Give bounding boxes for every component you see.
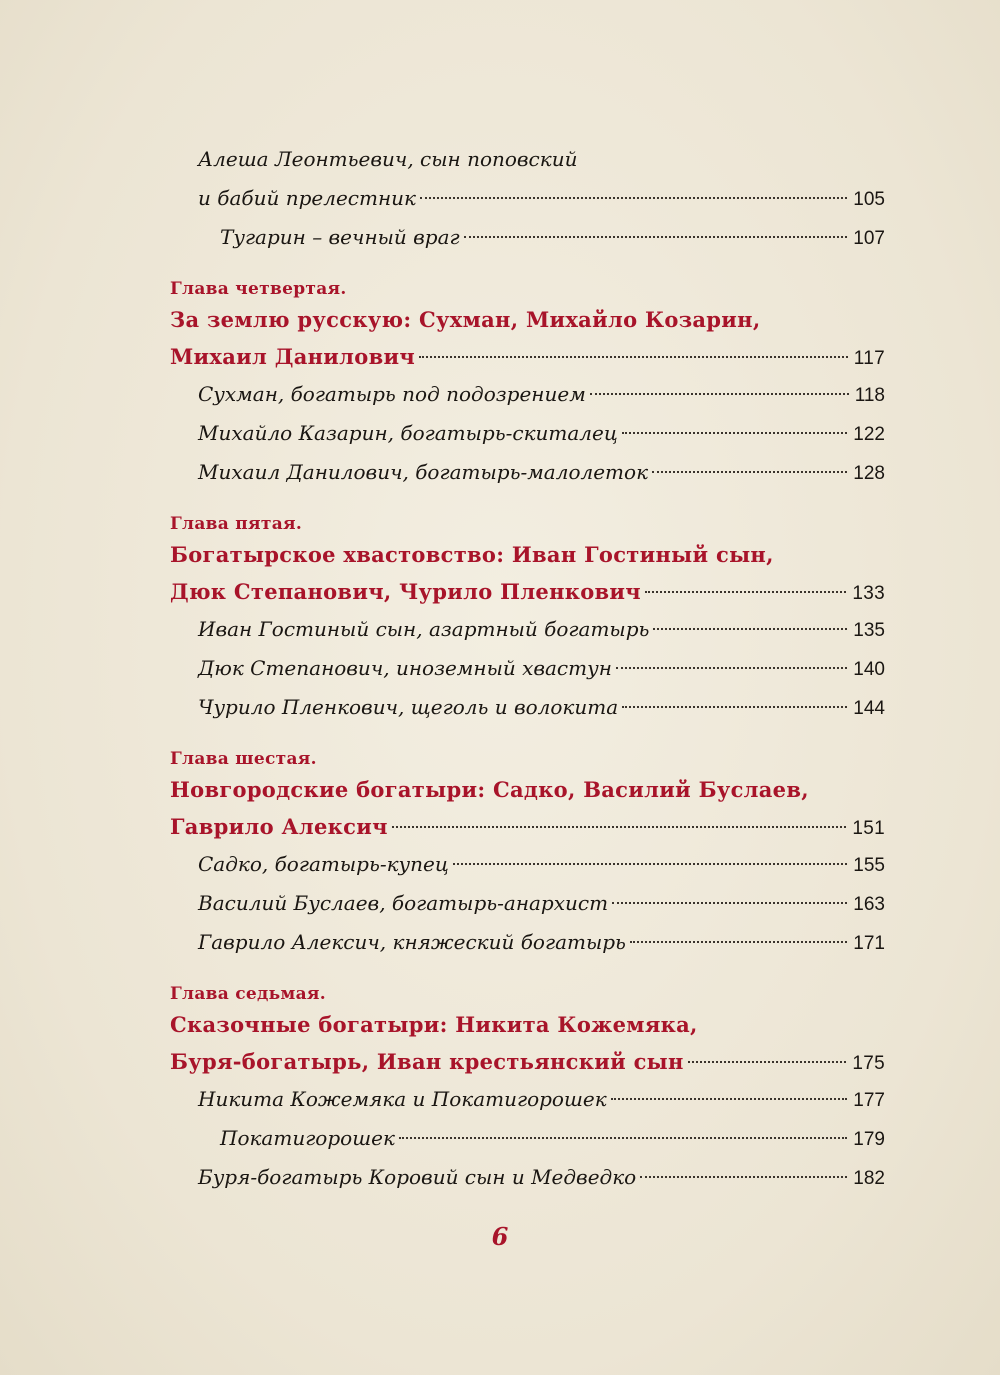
toc-page-number: 177: [853, 1090, 885, 1111]
dot-leader: [645, 591, 846, 593]
dot-leader: [622, 706, 847, 708]
toc-entry-title: Тугарин – вечный враг: [220, 225, 460, 249]
toc-entry-title: Гаврило Алексич, княжеский богатырь: [198, 930, 626, 954]
chapter-section: [170, 271, 885, 492]
toc-entry[interactable]: [170, 923, 885, 962]
toc-entry-title: Буря-богатырь Коровий сын и Медведко: [198, 1165, 637, 1189]
toc-entry-line: [170, 140, 885, 179]
toc-entry[interactable]: [170, 1080, 885, 1119]
page-number: 6: [491, 1222, 509, 1251]
toc-entry-title: Никита Кожемяка и Покатигорошек: [198, 1087, 607, 1111]
toc-page-number: 118: [854, 385, 885, 406]
chapter-title: Сказочные богатыри: Никита Кожемяка,: [170, 1012, 698, 1037]
dot-leader: [652, 471, 847, 473]
toc-entry-title: Дюк Степанович, иноземный хвастун: [198, 656, 612, 680]
toc-page-number: 107: [853, 228, 885, 249]
chapter-title: За землю русскую: Сухман, Михайло Козарин,: [170, 307, 761, 332]
chapter-title-entry[interactable]: [170, 573, 885, 610]
toc-page-number: 171: [853, 933, 885, 954]
dot-leader: [622, 432, 847, 434]
chapter-label: Глава четвертая.: [170, 279, 347, 299]
toc-page-number: 179: [853, 1129, 885, 1150]
toc-entry[interactable]: [170, 453, 885, 492]
toc-entry[interactable]: [170, 884, 885, 923]
toc-page-number: 155: [853, 855, 885, 876]
toc-page-number: 140: [853, 659, 885, 680]
dot-leader: [688, 1061, 847, 1063]
toc-entry[interactable]: [170, 179, 885, 218]
chapter-title-entry[interactable]: [170, 1043, 885, 1080]
toc-entry-title: Сухман, богатырь под подозрением: [198, 382, 586, 406]
chapter-title: Михаил Данилович: [170, 344, 416, 369]
toc-entry-title: Алеша Леонтьевич, сын поповский: [198, 147, 578, 171]
toc-entry-title: Садко, богатырь-купец: [198, 852, 449, 876]
dot-leader: [653, 628, 847, 630]
toc-entry[interactable]: [170, 218, 885, 257]
toc-page-number: 105: [853, 189, 885, 210]
dot-leader: [612, 902, 847, 904]
dot-leader: [419, 356, 848, 358]
chapter-section: [170, 976, 885, 1197]
toc-entry[interactable]: [170, 1158, 885, 1197]
toc-page-number: 122: [853, 424, 885, 445]
toc-entry-title: Василий Буслаев, богатырь-анархист: [198, 891, 609, 915]
toc-page-number: 133: [852, 583, 885, 604]
toc-entry[interactable]: [170, 414, 885, 453]
dot-leader: [630, 941, 847, 943]
chapter-label: Глава седьмая.: [170, 984, 326, 1004]
toc-page-number: 151: [852, 818, 885, 839]
chapter-section: [170, 506, 885, 727]
toc-entry[interactable]: [170, 1119, 885, 1158]
dot-leader: [611, 1098, 848, 1100]
table-of-contents: [170, 140, 885, 1197]
dot-leader: [590, 393, 849, 395]
chapter-title: Гаврило Алексич: [170, 814, 388, 839]
toc-page-number: 175: [852, 1053, 885, 1074]
dot-leader: [640, 1176, 847, 1178]
dot-leader: [464, 236, 848, 238]
chapter-label: Глава пятая.: [170, 514, 303, 534]
chapter-title-entry[interactable]: [170, 338, 885, 375]
toc-page-number: 117: [853, 348, 885, 369]
dot-leader: [453, 863, 847, 865]
chapter-title: Богатырское хвастовство: Иван Гостиный сын,: [170, 542, 774, 567]
chapter-title: Буря-богатырь, Иван крестьянский сын: [170, 1049, 684, 1074]
toc-page-number: 144: [853, 698, 885, 719]
toc-entry-title: Михайло Казарин, богатырь-скиталец: [198, 421, 618, 445]
chapter-section: [170, 741, 885, 962]
toc-page-number: 182: [853, 1168, 885, 1189]
chapter-label: Глава шестая.: [170, 749, 317, 769]
dot-leader: [399, 1137, 847, 1139]
toc-page-number: 135: [853, 620, 885, 641]
toc-entry[interactable]: [170, 845, 885, 884]
toc-entry-title: Чурило Пленкович, щеголь и волокита: [198, 695, 619, 719]
toc-entry[interactable]: [170, 649, 885, 688]
chapter-title: Дюк Степанович, Чурило Пленкович: [170, 579, 641, 604]
toc-entry-title: Михаил Данилович, богатырь-малолеток: [198, 460, 649, 484]
dot-leader: [392, 826, 847, 828]
chapter-title: Новгородские богатыри: Садко, Василий Буслаев,: [170, 777, 809, 802]
toc-entry[interactable]: [170, 688, 885, 727]
toc-page-number: 128: [853, 463, 885, 484]
toc-entry[interactable]: [170, 375, 885, 414]
toc-entry-title: и бабий прелестник: [198, 186, 416, 210]
toc-entry-title: Покатигорошек: [220, 1126, 395, 1150]
dot-leader: [420, 197, 847, 199]
toc-page-number: 163: [853, 894, 885, 915]
dot-leader: [616, 667, 847, 669]
toc-entry[interactable]: [170, 610, 885, 649]
chapter-title-entry[interactable]: [170, 808, 885, 845]
toc-entry-title: Иван Гостиный сын, азартный богатырь: [198, 617, 650, 641]
